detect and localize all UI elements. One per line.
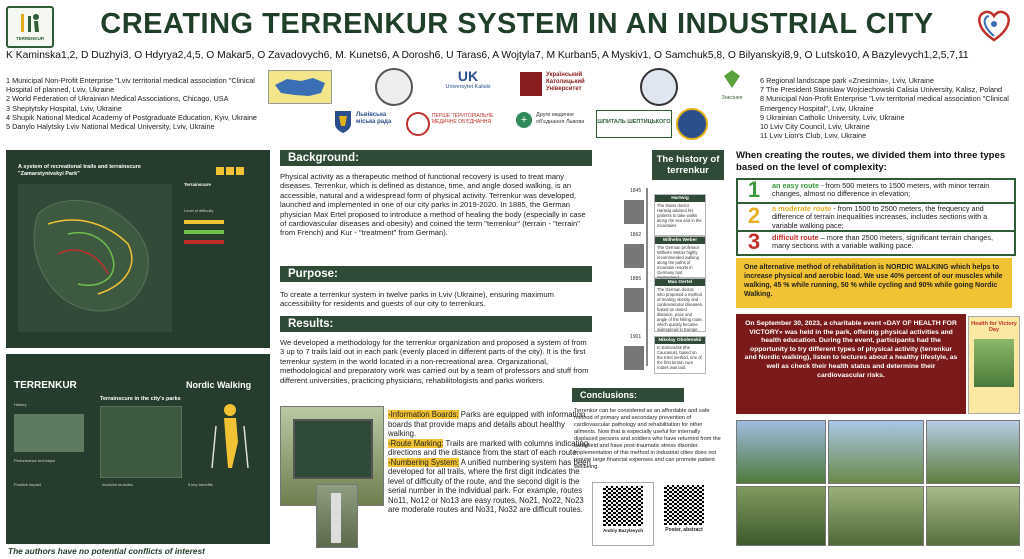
kalisz-logo — [438, 68, 498, 106]
seal-logo — [375, 68, 413, 106]
timeline-year: 1845 — [630, 188, 642, 194]
event-box — [736, 314, 966, 414]
sheptytsky-logo — [596, 110, 672, 138]
route-number: 3 — [747, 229, 761, 254]
second-territorial-logo — [516, 110, 588, 136]
nordic-box — [736, 258, 1012, 308]
route-desc: - from 1500 to 2500 meters, the frequency and difference of terrain inequalities increases, includes sections with a variable walking pace; — [772, 204, 988, 230]
leaf-icon — [720, 68, 744, 90]
results-details — [388, 410, 592, 515]
background-text: Physical activity as a therapeutic method of functional recovery is used to treat many diseases. Terrenkur, which is defined as distance, time, and angle dosed walking, is an accessible, natural and a widespread form of physical activity. Terrenkur was developed, launched and implemented in one of our city parks in 2019-2020. In 1885, the German physician Max Ertel proposed to introduce a method of healing the body (especially in case of cardiovascular diseases and obesity) and coined the term "terrenkur" (terrain - "terrain" from French) and Kur - "treatment" from German). — [280, 172, 586, 238]
map-area — [18, 184, 172, 332]
affiliations-right — [760, 76, 1020, 140]
event-photo — [736, 420, 826, 484]
timeline-year: 1901 — [630, 334, 642, 340]
affiliation: 3 Sheptytsky Hospital, Lviv, Ukraine — [6, 103, 122, 113]
map-panel — [6, 150, 270, 348]
timeline-card — [654, 336, 706, 374]
affiliation: 10 Lviv City Council, Lviv, Ukraine — [760, 122, 870, 132]
map-legend-title: Terrainscure — [184, 182, 211, 187]
route-text — [772, 234, 1010, 251]
first-territorial-name: ПЕРШЕ ТЕРИТОРІАЛЬНЕ МЕДИЧНЕ ОБ'ЄДНАННЯ — [432, 113, 494, 125]
event-photo — [828, 486, 924, 546]
route-easy — [736, 178, 1016, 204]
leaflet-title-left: TERRENKUR — [14, 380, 77, 391]
nordic-walker-icon — [210, 402, 250, 472]
event-photo — [926, 486, 1020, 546]
affiliation: 1 Municipal Non-Profit Enterprise "Lviv territorial medical association "Clinical Hospital of planned, Lviv, Ukraine — [6, 76, 255, 95]
timeline-card — [654, 278, 706, 332]
portrait-oertel — [624, 288, 644, 312]
affiliations-left — [6, 76, 264, 131]
conflict-statement: The authors have no potential conflicts of interest — [8, 546, 205, 556]
purpose-heading: Purpose: — [280, 266, 592, 282]
timeline-text: The Swiss doctor Hartwig advised his patients to take walks along the sea and in the mountains — [657, 203, 702, 228]
first-territorial-logo — [406, 110, 498, 136]
event-photo — [828, 420, 924, 484]
timeline-text: The German doctor, who proposed a method of treating obesity and cardiovascular diseases, based on dosed distance, pace and angle of the hiking route, which quickly became widespread in Europe. — [657, 287, 703, 332]
map-corner-icons — [216, 162, 262, 172]
leaflet-panel — [6, 354, 270, 544]
route-text — [772, 182, 1010, 199]
route-text — [772, 205, 1010, 230]
info-icon — [226, 167, 234, 175]
info-icon — [236, 167, 244, 175]
timeline-name: Hartwig — [655, 195, 705, 202]
second-territorial-name: Друге медичне об'єднання Львова — [536, 112, 585, 125]
authors-line: K Kaminska1,2, D Duzhyi3, O Hdyrya2,4,5, O Makar5, O Zavadovych6, M. Kunets6, A Dorosh6, U Taras6, A Wojtyla7, M Kurban5, A Myskiv1, O Samchuk5,8, O Bilyanskyi8,9, O Lutsko10, A Bazylevych1,2,5,7,11 — [6, 50, 969, 61]
nordic-text: One alternative method of rehabilitation is NORDIC WALKING which helps to increase physical and aerobic load. We use 40% percent of our muscles while walking, 45 % while running, 50 % while cycling and 90% while going Nordic Walking. — [744, 264, 1003, 298]
legend-levels — [184, 220, 264, 330]
map-panel-title: A system of recreational trails and terrainscure "Zamarstynivskyi Park" — [18, 164, 141, 177]
event-poster-title: Health for Victory Day — [971, 321, 1017, 333]
event-poster — [968, 316, 1020, 414]
affiliation: 7 The President Stanisław Wojciechowski Calisia University, Kalisz, Poland — [760, 85, 1003, 95]
portrait-hartwig — [624, 200, 644, 224]
route-moderate — [736, 202, 1016, 232]
znesinnia-name: Знесіння — [721, 95, 743, 101]
affiliation: 6 Regional landscape park «Znesinnia», Lviv, Ukraine — [760, 76, 934, 85]
affiliation: 4 Shupik National Medical Academy of Postgraduate Education, Kyiv, Ukraine — [6, 112, 257, 122]
route-label: an easy route — [772, 181, 820, 190]
medical-circle-icon — [406, 112, 430, 136]
route-number: 1 — [747, 177, 761, 202]
contact-card — [592, 482, 654, 546]
abstract-qr-icon[interactable] — [664, 485, 704, 525]
event-text: On September 30, 2023, a charitable event «DAY OF HEALTH FOR VICTORY» was held in the park, offering physical activities and health education. During the event, participants had the opportunity to try different types of physical activity (terrenkur and Nordic walking), listen to lectures about a healthy lifestyle, as well as check their health status and determine their cardiovascular risks. — [744, 320, 958, 379]
kalisz-mark-icon: UK — [457, 68, 479, 84]
abstract-qr-card — [658, 482, 710, 544]
numbering-label: -Numbering System: — [388, 457, 460, 467]
lviv-rada-logo — [334, 110, 402, 136]
purpose-text: To create a terrenkur system in twelve parks in Lviv (Ukraine), ensuring maximum accessibility for residents and guests of our city to terrenkurs. — [280, 290, 554, 309]
routes-heading: When creating the routes, we divided them into three types based on the level of complexity: — [736, 150, 1006, 173]
ucu-name: Український Католицький Університет — [546, 72, 585, 92]
poster-image — [974, 339, 1014, 387]
portrait-weber — [624, 244, 644, 268]
info-icon — [216, 167, 224, 175]
conclusions-text: Terrenkur can be considered as an affordable and safe method of primary and secondary prevention of cardiovascular pathology and rehabilitation for other ailments. Now that is especially useful for internally displaced persons and soldiers who have returned from the battlefield and have post-traumatic stress disorder. Implementation of this method in industrial cities does not require large financial expenses and can promote patient wellbeing. — [574, 408, 721, 470]
route-desc: – more than 2500 meters, significant terrain changes, many sections with a variable walking pace. — [772, 233, 994, 251]
route-label: difficult route — [772, 233, 819, 242]
timeline-year: 1885 — [630, 276, 642, 282]
leaflet-photo — [14, 414, 84, 452]
timeline-name: Nikolay Obolenskii — [655, 337, 705, 344]
results-heading: Results: — [280, 316, 592, 332]
conclusions-heading: Conclusions: — [572, 388, 684, 402]
contact-name: Andriy Bazylevych — [602, 528, 644, 533]
logo-ukraine-map — [268, 70, 332, 104]
leaflet-section: Performance technique — [14, 458, 56, 463]
map-legend-sub: Level of difficulty — [184, 208, 214, 213]
terrenkur-logo — [6, 6, 54, 48]
post-marker — [331, 493, 341, 543]
leaflet-section: Positive impact — [14, 482, 41, 487]
marking-text: Trails are marked with columns indicating directions and the distance from the start of each route. — [388, 438, 589, 457]
trail-map-icon — [18, 184, 172, 332]
ucu-logo — [520, 70, 610, 102]
route-post-photo — [316, 484, 358, 548]
leaflet-section: 5 key benefits — [188, 482, 213, 487]
affiliation: 2 World Federation of Ukrainian Medical Associations, Chicago, USA — [6, 94, 229, 104]
walker-icon — [18, 12, 42, 34]
medical-plus-icon: + — [516, 112, 532, 128]
contact-qr-icon[interactable] — [603, 486, 643, 526]
route-desc: - from 500 meters to 1500 meters, with minor terrain changes, almost no difference in elevation; — [772, 181, 990, 199]
ucu-mark-icon — [520, 72, 542, 96]
event-photo — [736, 486, 826, 546]
timeline-name: Max Oertel — [655, 279, 705, 286]
timeline-name: Wilhelm Weber — [655, 237, 705, 244]
affiliation: 11 Lviv Lion's Club, Lviv, Ukraine — [760, 131, 867, 141]
leaflet-section: History — [14, 402, 27, 407]
lions-logo — [676, 108, 708, 140]
znesinnia-logo — [712, 68, 752, 104]
timeline-text: In Kislovodsk (the Caucasus), based on the Ertel method, one of the first terrain cure routes was laid. — [657, 345, 702, 370]
background-heading: Background: — [280, 150, 592, 166]
legend-yellow-swatch — [184, 220, 224, 224]
route-label: a moderate route — [772, 204, 832, 213]
sheptytsky-name: ШПИТАЛЬ ШЕПТИЦЬКОГО — [597, 119, 671, 125]
board-sign — [293, 419, 373, 479]
kalisz-name: Universytet Kaliski — [445, 84, 491, 90]
lviv-rada-name: Львівська міська рада — [356, 112, 392, 125]
leaflet-section: Involved muscles — [102, 482, 133, 487]
leaflet-title-right: Nordic Walking — [186, 380, 252, 390]
logo-caption: TERRENKUR — [15, 36, 45, 41]
legend-green-swatch — [184, 230, 224, 234]
marking-label: -Route Marking: — [388, 438, 444, 448]
heart-logo — [972, 6, 1016, 44]
timeline-card — [654, 236, 706, 278]
leaflet-title-mid: Terrainscure in the city's parks — [100, 396, 181, 402]
affiliation: 8 Municipal Non-Profit Enterprise "Lviv territorial medical association "Clinical Emergency Hospital", Lviv, Ukraine — [760, 94, 1009, 113]
globe-logo — [640, 68, 678, 106]
qr-label: Poster, abstract — [665, 527, 703, 533]
timeline-text: The German professor Wilhelm Weber highly recommended walking along the paths of mountain resorts in Germany and — [657, 245, 700, 275]
portrait-obolenskii — [624, 346, 644, 370]
legend-red-swatch — [184, 240, 224, 244]
lviv-crest-icon — [334, 110, 352, 134]
affiliation: 5 Danylo Halytsky Lviv National Medical University, Lviv, Ukraine — [6, 122, 215, 132]
poster-title: CREATING TERRENKUR SYSTEM IN AN INDUSTRIAL CITY — [100, 8, 934, 40]
route-number: 2 — [747, 203, 761, 228]
timeline-card — [654, 194, 706, 236]
history-heading: The history of terrenkur — [652, 150, 724, 180]
results-text: We developed a methodology for the terrenkur organization and proposed a system of from 3 up to 7 trails laid out in each park (evenly placed in different parts of the city). It is the first terrenkur system in the world located in a non-recreational area. Organizational, methodological and preparatory work was carried out by a team of professors and stuff from different universities, practicing physicians, rehabilitologists and parks workers. — [280, 338, 589, 385]
timeline-year: 1862 — [630, 232, 642, 238]
affiliation: 9 Ukrainian Catholic University, Lviv, Ukraine — [760, 112, 905, 122]
numbering-text: A unified numbering system has been developed for all trails, where the first digit indicates the level of difficulty of the route, and the second digit is the serial number in the individual park. For example, routes No11, No12 or No13 are easy routes, No21, No22, No23 are moderate routes and No31, No32 are difficult routes. — [388, 457, 591, 514]
boards-text: Parks are equipped with information boards that provide maps and details about healthy walking. — [388, 410, 586, 438]
leaflet-map-thumb — [100, 406, 182, 478]
route-difficult — [736, 230, 1016, 256]
timeline-line — [646, 188, 648, 366]
boards-label: -Information Boards: — [388, 410, 459, 419]
event-photo — [926, 420, 1020, 484]
